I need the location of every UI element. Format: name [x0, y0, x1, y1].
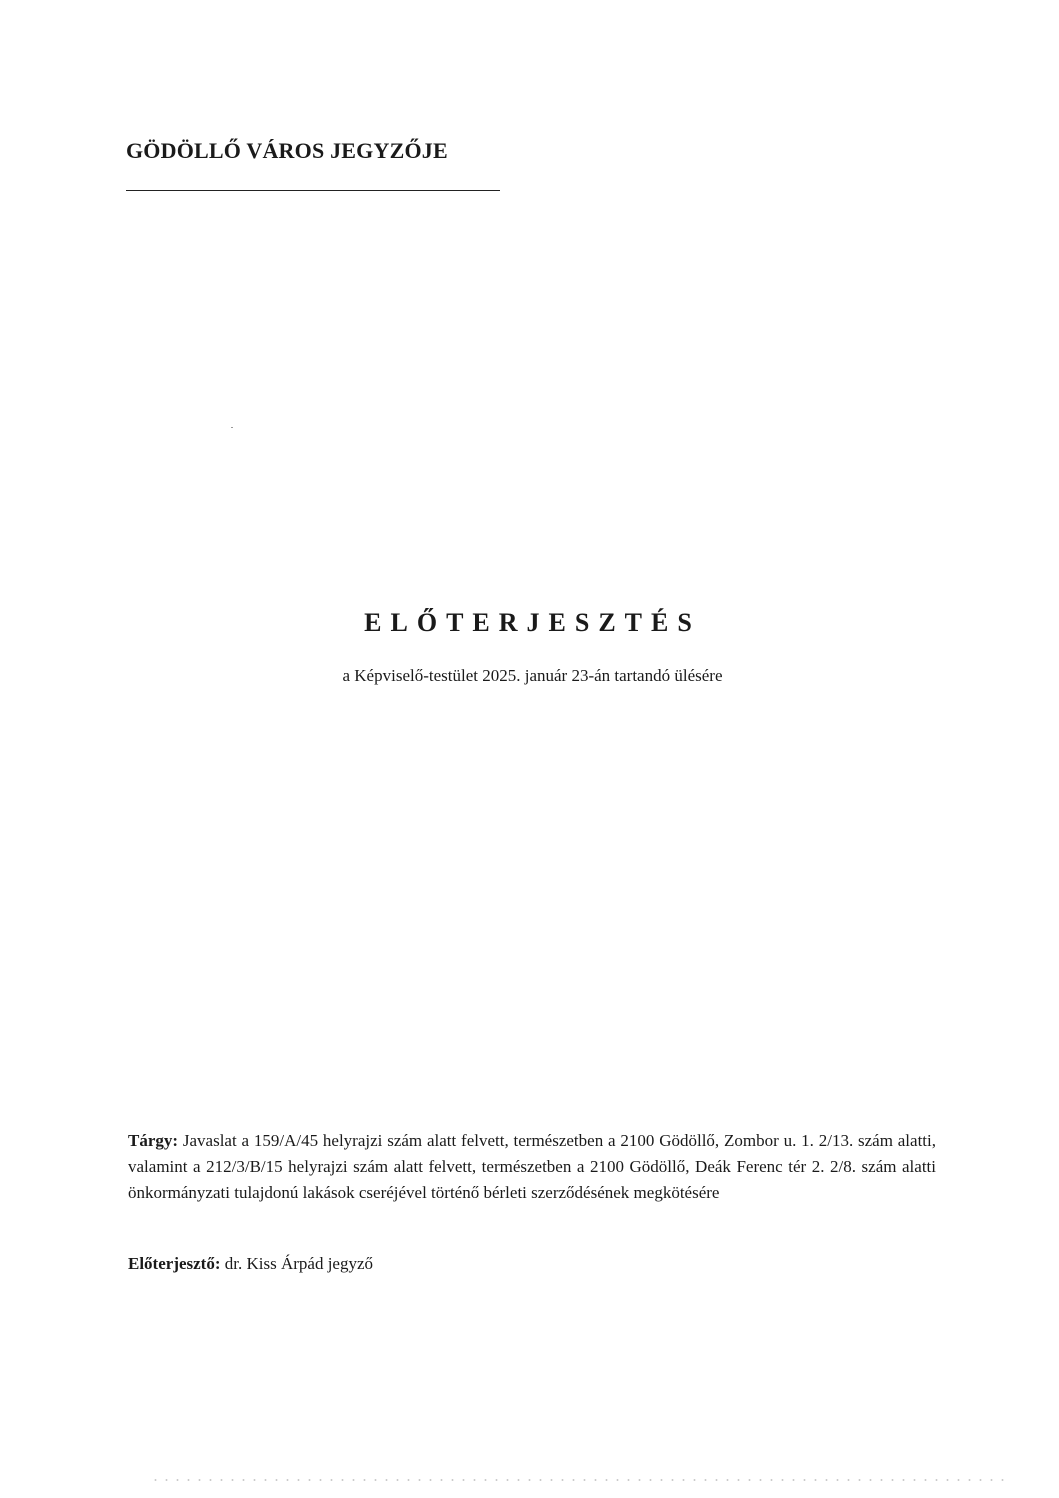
document-title: ELŐTERJESZTÉS	[364, 608, 701, 637]
scan-speck	[231, 427, 233, 428]
presenter-label: Előterjesztő:	[128, 1254, 221, 1273]
subject-label: Tárgy:	[128, 1131, 179, 1150]
subject-paragraph	[128, 1128, 936, 1206]
presenter-line	[128, 1254, 373, 1274]
scan-noise-strip	[150, 1478, 1010, 1482]
presenter-name: dr. Kiss Árpád jegyző	[224, 1254, 374, 1273]
issuer-underline	[126, 190, 500, 191]
issuer-heading: GÖDÖLLŐ VÁROS JEGYZŐJE	[126, 138, 448, 163]
document-subtitle: a Képviselő-testület 2025. január 23-án tartandó ülésére	[342, 666, 723, 685]
subject-text: Javaslat a 159/A/45 helyrajzi szám alatt felvett, természetben a 2100 Gödöllő, Zombor u. 1. 2/13. szám alatti, valamint a 212/3/B/15 helyrajzi szám alatt felvett, természetben a 2100 Gödöllő, Deák Ferenc tér 2. 2/8. szám alatti önkormányzati tulajdonú lakások cseréjével történő bérleti szerződésének megkötésére	[128, 1131, 936, 1202]
